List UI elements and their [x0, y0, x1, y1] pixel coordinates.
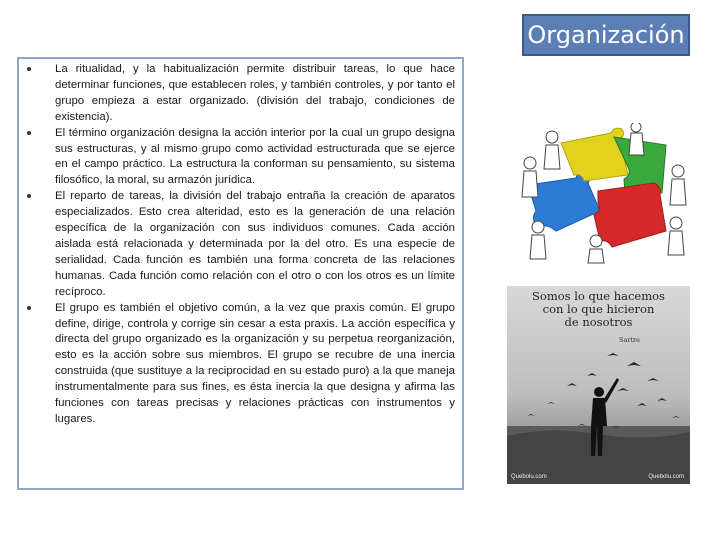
photo-author: Sartre: [619, 336, 641, 344]
bullet-dot-icon: [27, 67, 31, 71]
watermark-left: Quebolu.com: [511, 474, 547, 480]
quote-photo: [507, 286, 690, 484]
slide-title: Organización: [522, 14, 690, 56]
bullet-text: El reparto de tareas, la división del trabajo entraña la creación de aparatos especializados. Esto crea alteridad, esto es la generación de una relación específica de la organización con sus individuos comunes. Cada acción aislada está relacionada y determinada por la del otro. Es una especie de serialidad. Cada función es también una forma concreta de las relaciones humanas. Cada función como relación con el otro o con los otros es un límite recíproco.: [55, 190, 455, 298]
bullet-list: [27, 62, 455, 428]
photo-caption: [507, 290, 690, 329]
caption-line: Somos lo que hacemos: [532, 289, 665, 303]
bullet-item: [27, 62, 455, 126]
watermark-right: Quebolu.com: [648, 474, 684, 480]
bullet-dot-icon: [27, 194, 31, 198]
bullet-item: [27, 126, 455, 190]
text-frame: [17, 57, 464, 490]
caption-line: de nosotros: [564, 315, 633, 329]
bullet-text: El término organización designa la acción interior por la cual un grupo designa sus estructuras, y al mismo grupo como actividad estructurada que se ejerce en el campo práctico. La estructura la conforman su pensamiento, su sistema filosófico, la moral, su armazón jurídica.: [55, 126, 455, 187]
bullet-text: El grupo es también el objetivo común, a la vez que praxis común. El grupo define, dirige, controla y corrige sin cesar a esta praxis. La acción específica y directa del grupo organizado es la organización y su perpetua reorganización, esto es la acción sobre sus miembros. El grupo se recubre de una inercia construida (que sustituye a la reciprocidad en su estado puro) a la que maneja instrumentalmente para sus fines, es ésta inercia la que designa y afirma las funciones con tareas precisas y relaciones prácticas con instrumentos y lugares.: [55, 301, 455, 425]
bullet-item: [27, 301, 455, 428]
caption-line: con lo que hicieron: [542, 302, 655, 316]
bullet-dot-icon: [27, 131, 31, 135]
bullet-dot-icon: [27, 306, 31, 310]
puzzle-people-icon: [516, 123, 689, 264]
bullet-text: La ritualidad, y la habitualización permite distribuir tareas, lo que hace determinar funciones, que establecen roles, y también controles, y por tanto el grupo empieza a estar organizado. (división del trabajo, condiciones de existencia).: [55, 63, 455, 123]
bullet-item: [27, 189, 455, 300]
